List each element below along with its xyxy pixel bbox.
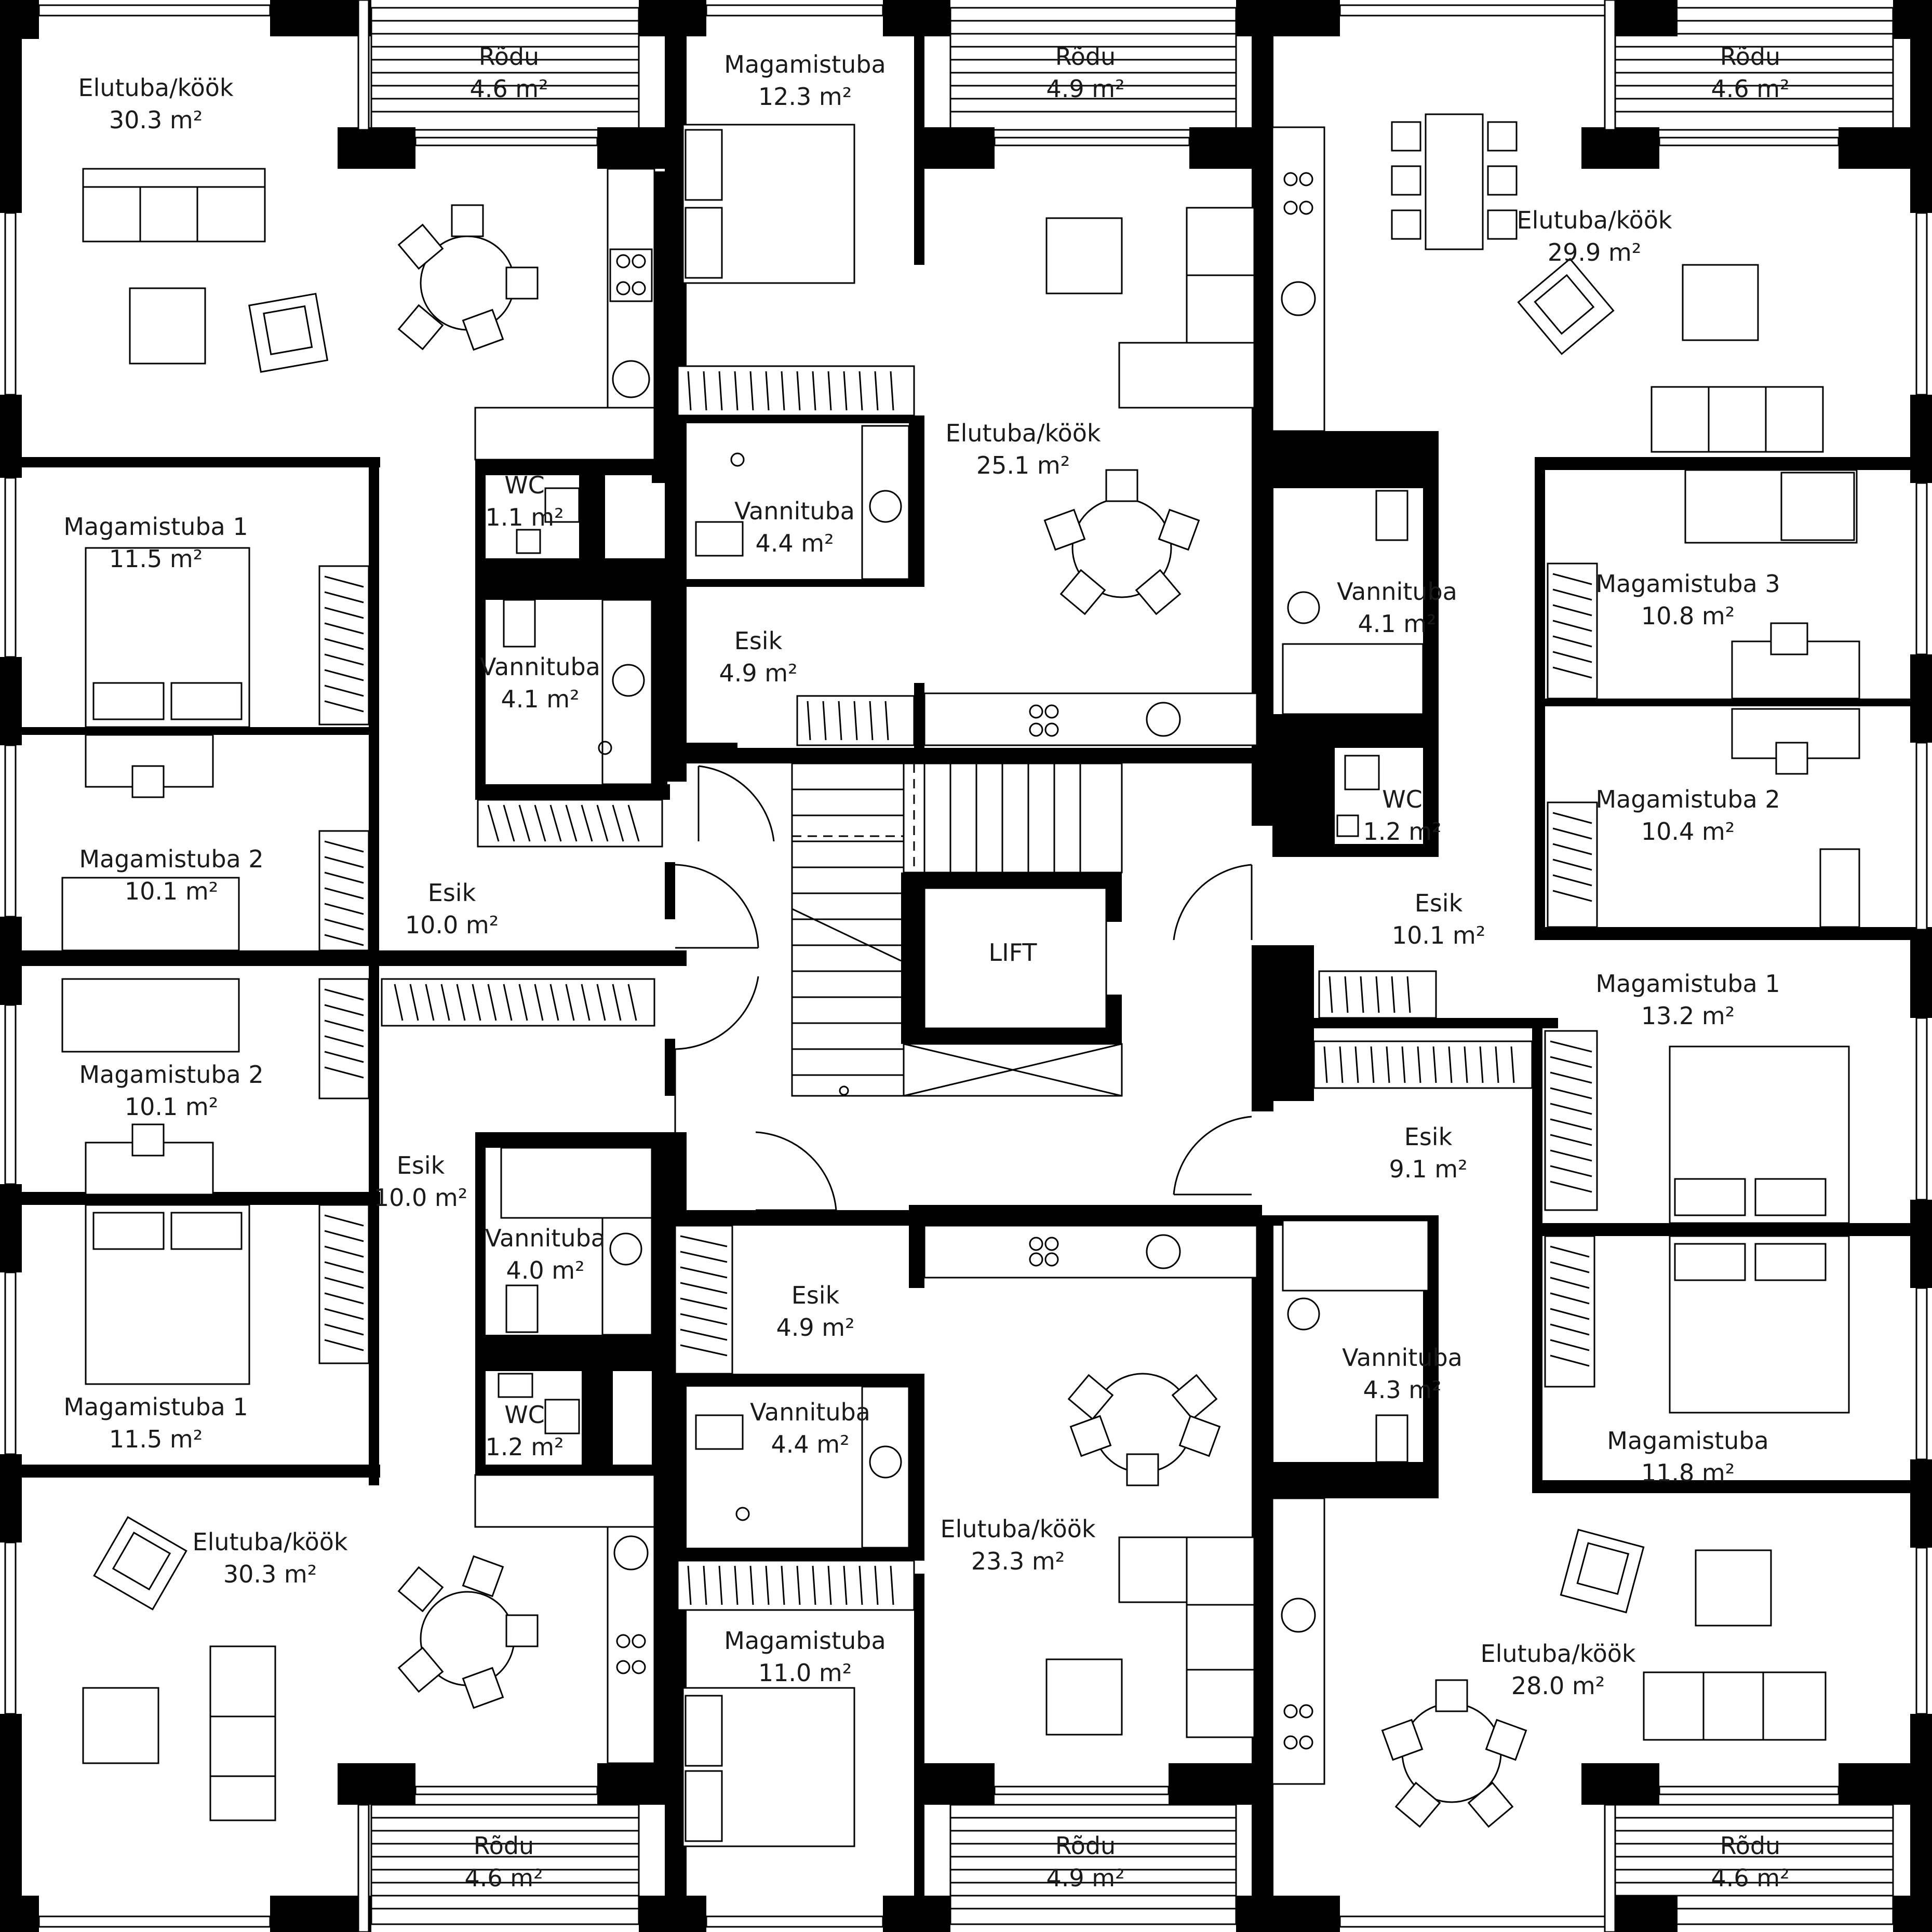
- room-area: 25.1 m²: [976, 451, 1070, 479]
- room-area: 4.3 m²: [1363, 1376, 1442, 1404]
- wardrobe-icon: [478, 800, 662, 847]
- room-label-a5-living: [941, 1515, 1096, 1575]
- room-area: 4.9 m²: [776, 1313, 855, 1341]
- room-name: Elutuba/köök: [1480, 1640, 1636, 1668]
- room-area: 10.1 m²: [1391, 921, 1486, 949]
- room-name: WC: [504, 1401, 545, 1429]
- wardrobe-icon: [319, 979, 369, 1363]
- door-icon: [675, 766, 1252, 1210]
- coffee-table-icon: [1046, 218, 1122, 293]
- bed-icon: [86, 548, 249, 727]
- room-area: 13.2 m²: [1641, 1002, 1735, 1030]
- wardrobe-icon: [382, 979, 654, 1026]
- room-label-a1-living: [78, 74, 234, 134]
- wardrobe-icon: [678, 1561, 914, 1610]
- room-name: Magamistuba 1: [63, 1393, 248, 1421]
- wardrobe-icon: [1548, 564, 1597, 927]
- room-name: Vannituba: [485, 1224, 606, 1252]
- room-area: 4.9 m²: [1046, 75, 1125, 103]
- furniture: [62, 114, 1859, 1846]
- sofa-icon: [1119, 208, 1254, 408]
- room-name: Esik: [734, 627, 783, 655]
- room-label-a3-bed3: [1595, 570, 1780, 630]
- bathroom-fixtures-icon: [1283, 1220, 1428, 1462]
- room-label-a4-bed2: [79, 1061, 263, 1121]
- room-label-a3-bath: [1337, 578, 1457, 638]
- room-label-a2-living: [946, 419, 1101, 479]
- coffee-table-icon: [1683, 265, 1758, 340]
- room-area: 4.6 m²: [464, 1864, 543, 1892]
- room-area: 4.6 m²: [1711, 1864, 1790, 1892]
- stairs-icon: [792, 763, 1122, 1096]
- kitchen-counter-icon: [924, 693, 1257, 745]
- coffee-table-icon: [1696, 1550, 1771, 1626]
- room-area: 11.8 m²: [1641, 1459, 1735, 1487]
- kitchen-counter-icon: [1272, 127, 1324, 431]
- room-name: Magamistuba 1: [63, 513, 248, 541]
- room-label-a4-hall: [374, 1151, 467, 1212]
- room-area: 1.1 m²: [485, 503, 564, 531]
- dining-table-icon: [1392, 114, 1517, 249]
- room-name: Elutuba/köök: [945, 419, 1101, 447]
- room-area: 11.5 m²: [109, 545, 203, 573]
- room-label-a5-bed: [724, 1627, 886, 1687]
- room-area: 29.9 m²: [1547, 238, 1642, 266]
- sofa-icon: [210, 1646, 275, 1820]
- room-name: Magamistuba: [724, 1627, 886, 1655]
- room-name: Esik: [1404, 1123, 1453, 1151]
- kitchen-counter-icon: [1272, 1498, 1324, 1784]
- room-label-a3-living: [1517, 206, 1672, 266]
- bathroom-fixtures-icon: [499, 1148, 652, 1433]
- room-name: Magamistuba 2: [79, 845, 264, 873]
- room-name: Magamistuba: [1607, 1427, 1769, 1455]
- room-area: 11.5 m²: [109, 1425, 203, 1453]
- room-name: Vannituba: [1342, 1344, 1463, 1372]
- room-name: Magamistuba 3: [1595, 570, 1780, 598]
- dining-table-icon: [399, 205, 538, 350]
- room-label-a6-living: [1481, 1640, 1636, 1700]
- room-area: 10.8 m²: [1641, 602, 1735, 630]
- room-area: 4.4 m²: [755, 529, 834, 557]
- dining-table-icon: [1383, 1680, 1526, 1827]
- room-label-a5-bath: [750, 1398, 870, 1458]
- armchair-icon: [1518, 259, 1613, 354]
- room-area: 9.1 m²: [1389, 1155, 1468, 1183]
- sofa-icon: [1119, 1537, 1254, 1737]
- sofa-icon: [1652, 387, 1823, 452]
- room-label-a3-bed2: [1595, 785, 1780, 846]
- room-name: Elutuba/köök: [940, 1515, 1096, 1543]
- room-label-a4-bed1: [63, 1393, 248, 1453]
- room-name: Rõdu: [1055, 43, 1116, 71]
- room-name: Esik: [791, 1281, 840, 1309]
- coffee-table-icon: [83, 1688, 158, 1763]
- wardrobe-icon: [797, 696, 914, 745]
- room-label-a2-bath: [734, 497, 855, 557]
- wardrobe-icon: [678, 366, 914, 415]
- room-area: 4.9 m²: [719, 659, 798, 687]
- room-name: Esik: [396, 1151, 445, 1179]
- room-area: 4.1 m²: [501, 685, 580, 713]
- room-name: Elutuba/köök: [1517, 206, 1672, 234]
- room-name: WC: [1382, 785, 1423, 813]
- room-label-a4-living: [193, 1528, 348, 1588]
- room-label-a6-balcony: [1711, 1832, 1789, 1892]
- room-label-a3-hall: [1392, 889, 1485, 949]
- room-label-a5-balcony: [1046, 1832, 1124, 1892]
- room-area: 4.1 m²: [1358, 610, 1437, 638]
- room-name: Magamistuba 2: [1595, 785, 1780, 813]
- room-label-a1-bath: [480, 653, 600, 713]
- room-area: 10.4 m²: [1641, 817, 1735, 846]
- coffee-table-icon: [130, 288, 205, 364]
- armchair-icon: [249, 294, 328, 372]
- room-name: Rõdu: [1720, 1832, 1781, 1860]
- room-area: 30.3 m²: [223, 1560, 317, 1588]
- room-name: WC: [504, 471, 545, 499]
- bed-icon: [683, 1688, 854, 1846]
- desk-icon: [1732, 709, 1859, 927]
- sink-icon: [517, 530, 540, 553]
- room-area: 4.9 m²: [1046, 1864, 1125, 1892]
- dining-table-icon: [1069, 1374, 1220, 1485]
- wardrobe-icon: [319, 831, 369, 950]
- bed-icon: [683, 125, 854, 283]
- room-label-a6-bed1: [1595, 970, 1780, 1030]
- sofa-icon: [1644, 1672, 1826, 1740]
- room-area: 10.0 m²: [405, 911, 499, 939]
- room-name: Magamistuba 2: [79, 1061, 264, 1089]
- wardrobe-icon: [1545, 1031, 1597, 1387]
- room-area: 4.6 m²: [469, 75, 548, 103]
- room-name: Elutuba/köök: [192, 1528, 348, 1556]
- room-name: Rõdu: [1055, 1832, 1116, 1860]
- room-name: Esik: [1414, 889, 1463, 917]
- room-name: Rõdu: [473, 1832, 534, 1860]
- room-label-a2-bed: [724, 50, 886, 111]
- dining-table-icon: [1045, 470, 1199, 614]
- room-label-a4-balcony: [464, 1832, 543, 1892]
- room-area: 30.3 m²: [109, 106, 203, 134]
- room-area: 4.0 m²: [506, 1256, 585, 1284]
- room-name: Magamistuba 1: [1595, 970, 1780, 998]
- room-area: 1.2 m²: [485, 1433, 564, 1461]
- room-area: 10.1 m²: [124, 877, 219, 905]
- armchair-icon: [1561, 1530, 1643, 1612]
- room-label-a6-hall: [1389, 1123, 1467, 1183]
- room-label-a5-hall: [776, 1281, 854, 1341]
- room-label-a6-bath: [1342, 1344, 1463, 1404]
- kitchen-counter-icon: [924, 1226, 1257, 1278]
- room-label-lift: [989, 938, 1038, 967]
- room-area: 4.6 m²: [1711, 75, 1790, 103]
- room-name: Esik: [427, 879, 476, 907]
- wardrobe-icon: [675, 1226, 732, 1374]
- room-label-a2-hall: [719, 627, 797, 687]
- room-area: 28.0 m²: [1511, 1672, 1605, 1700]
- dining-table-icon: [399, 1557, 538, 1708]
- wardrobe-icon: [319, 566, 369, 725]
- armchair-icon: [94, 1517, 186, 1609]
- room-name: Magamistuba: [724, 50, 886, 78]
- room-name: Vannituba: [480, 653, 600, 681]
- room-name: Vannituba: [734, 497, 855, 525]
- wardrobe-icon: [1314, 971, 1532, 1088]
- room-label-a1-hall: [405, 879, 499, 939]
- room-name: LIFT: [988, 938, 1037, 967]
- room-name: Elutuba/köök: [78, 74, 234, 102]
- coffee-table-icon: [1046, 1659, 1122, 1735]
- sofa-icon: [83, 169, 265, 242]
- room-area: 23.3 m²: [971, 1547, 1065, 1575]
- room-name: Vannituba: [750, 1398, 870, 1426]
- room-area: 1.2 m²: [1363, 817, 1442, 846]
- room-label-a6-bed: [1607, 1427, 1768, 1487]
- room-name: Rõdu: [1720, 43, 1781, 71]
- desk-icon: [86, 735, 213, 797]
- room-name: Vannituba: [1337, 578, 1457, 606]
- room-area: 11.0 m²: [758, 1659, 852, 1687]
- room-area: 12.3 m²: [758, 83, 852, 111]
- bed-icon: [86, 1205, 249, 1384]
- room-labels: [63, 43, 1789, 1892]
- room-name: Rõdu: [478, 43, 540, 71]
- room-area: 10.0 m²: [373, 1184, 468, 1212]
- room-label-a4-bath: [485, 1224, 606, 1284]
- room-area: 10.1 m²: [124, 1093, 219, 1121]
- room-area: 4.4 m²: [771, 1430, 850, 1458]
